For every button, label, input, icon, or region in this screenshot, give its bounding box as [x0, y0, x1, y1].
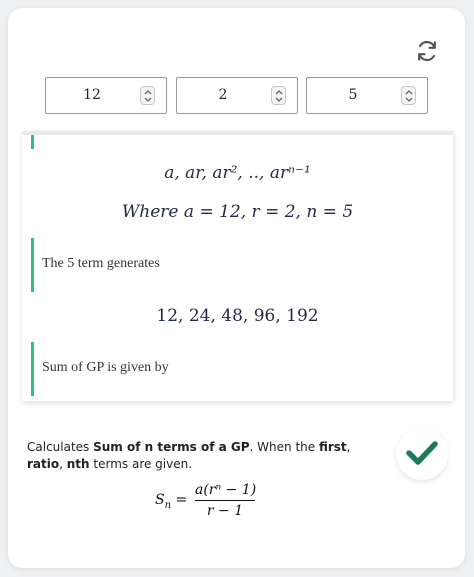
- updown-chevron-icon: [404, 89, 414, 103]
- accent-bar: [31, 342, 34, 396]
- where-line: [22, 202, 453, 222]
- check-button[interactable]: [396, 428, 448, 480]
- desc-text: Calculates: [27, 440, 94, 454]
- ratio-spinner[interactable]: [271, 86, 286, 105]
- desc-bold-nth: nth: [66, 457, 90, 471]
- desc-text: ,: [59, 457, 67, 471]
- desc-text: . When the: [249, 440, 319, 454]
- accent-bar: [31, 238, 34, 292]
- first-term-input[interactable]: [45, 77, 167, 114]
- first-term-value: 12: [83, 87, 101, 103]
- refresh-icon[interactable]: [414, 38, 440, 64]
- desc-bold-sum: Sum of n terms of a GP: [93, 440, 250, 454]
- fraction-line: [195, 500, 255, 501]
- sequence-formula: a, ar, ar², .., arⁿ⁻¹: [164, 163, 311, 183]
- desc-text: ,: [346, 440, 351, 454]
- desc-text: terms are given.: [89, 457, 193, 471]
- formula-eq: =: [171, 492, 188, 508]
- desc-bold-first: first: [318, 440, 347, 454]
- nth-term-value: 5: [348, 87, 358, 103]
- check-icon: [406, 441, 438, 465]
- formula-denominator: r − 1: [206, 503, 244, 519]
- updown-chevron-icon: [274, 89, 284, 103]
- description: [27, 439, 377, 473]
- formula-fraction: [195, 482, 255, 519]
- nth-term-spinner[interactable]: [401, 86, 416, 105]
- ratio-value: 2: [218, 87, 228, 103]
- where-values: a = 12, r = 2, n = 5: [183, 202, 354, 222]
- accent-bar: [31, 135, 34, 149]
- first-term-spinner[interactable]: [140, 86, 155, 105]
- desc-bold-ratio: ratio: [27, 457, 60, 471]
- formula-lhs: [155, 492, 187, 511]
- where-label: Where: [121, 202, 179, 222]
- terms-list: 12, 24, 48, 96, 192: [156, 306, 319, 326]
- nth-term-input[interactable]: [306, 77, 428, 114]
- updown-chevron-icon: [143, 89, 153, 103]
- formula-numerator: a(rⁿ − 1): [195, 482, 257, 498]
- sum-note: Sum of GP is given by: [42, 360, 169, 375]
- result-panel: [22, 131, 453, 401]
- generates-note: The 5 term generates: [42, 256, 160, 271]
- formula-s: S: [155, 492, 165, 508]
- formula-sub: n: [164, 499, 172, 511]
- ratio-input[interactable]: [176, 77, 298, 114]
